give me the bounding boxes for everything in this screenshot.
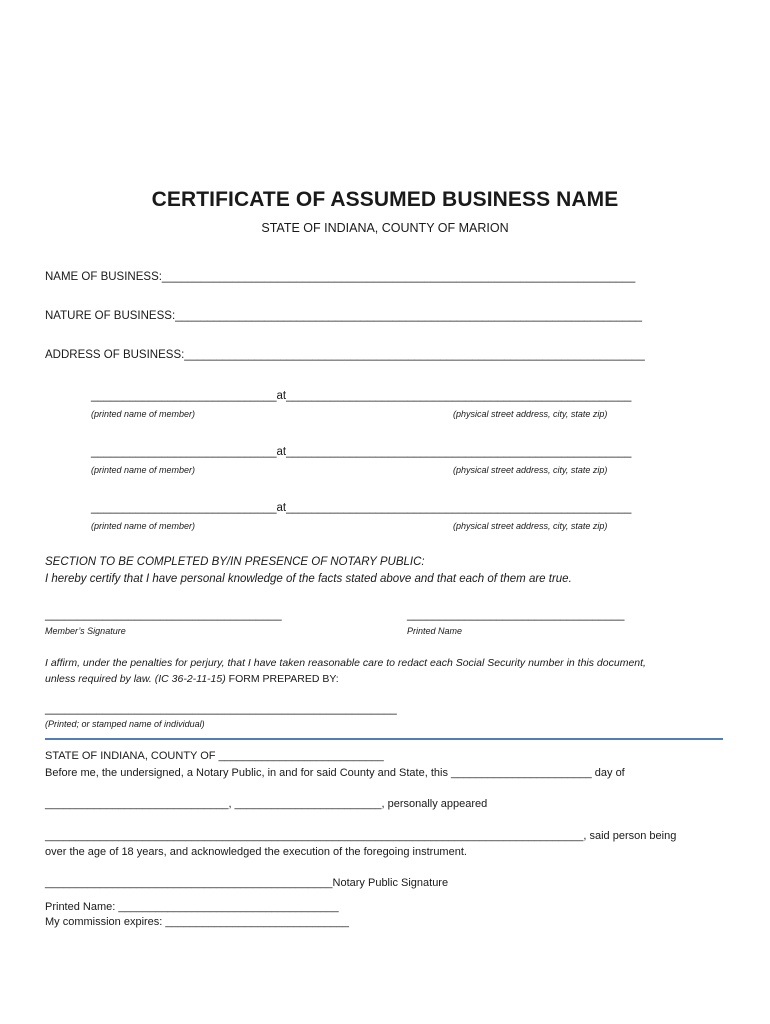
date-line[interactable]: ______________________________, ________________________, personally appeared — [45, 798, 488, 810]
member-name-caption: (printed name of member) — [91, 465, 196, 475]
member-address-caption: (physical street address, city, state zip) — [453, 521, 608, 531]
address-of-business-field[interactable]: ADDRESS OF BUSINESS:________________________________________________________________________ — [45, 349, 645, 361]
notary-signature-line[interactable]: _______________________________________________Notary Public Signature — [45, 877, 449, 889]
member-address-caption: (physical street address, city, state zip) — [453, 465, 608, 475]
printed-name-line[interactable]: __________________________________ — [407, 609, 625, 621]
preparer-line[interactable]: _______________________________________________________ — [45, 703, 397, 715]
appeared-line[interactable]: ________________________________________________________________________________________, said person being — [45, 830, 677, 842]
affirm-statement-line2 — [45, 673, 339, 685]
notary-section-heading: SECTION TO BE COMPLETED BY/IN PRESENCE OF NOTARY PUBLIC: — [45, 556, 425, 568]
printed-name-caption: Printed Name — [407, 626, 463, 636]
nature-of-business-field[interactable]: NATURE OF BUSINESS:_________________________________________________________________________ — [45, 310, 643, 322]
preparer-caption: (Printed; or stamped name of individual) — [45, 719, 205, 729]
over-age-statement: over the age of 18 years, and acknowledged the execution of the foregoing instrument. — [45, 846, 467, 858]
member-signature-caption: Member’s Signature — [45, 626, 126, 636]
member-name-caption: (printed name of member) — [91, 521, 196, 531]
member-address-caption: (physical street address, city, state zip) — [453, 409, 608, 419]
affirm-statement-line1: I affirm, under the penalties for perjury, that I have taken reasonable care to redact each Social Security number in this document, — [45, 657, 646, 669]
commission-expires-line[interactable]: My commission expires: ______________________________ — [45, 916, 349, 928]
member-line[interactable]: _____________________________at______________________________________________________ — [91, 446, 632, 458]
member-signature-line[interactable]: _____________________________________ — [45, 609, 282, 621]
state-county-line[interactable]: STATE OF INDIANA, COUNTY OF ___________________________ — [45, 750, 384, 762]
name-of-business-field[interactable]: NAME OF BUSINESS:__________________________________________________________________________ — [45, 271, 636, 283]
before-me-line[interactable]: Before me, the undersigned, a Notary Public, in and for said County and State, this _______________________ day of — [45, 767, 625, 779]
section-divider — [45, 738, 723, 740]
notary-printed-name-line[interactable]: Printed Name: ____________________________________ — [45, 901, 339, 913]
affirm-citation: unless required by law. (IC 36-2-11-15) — [45, 673, 226, 685]
document-subtitle: STATE OF INDIANA, COUNTY OF MARION — [261, 221, 509, 235]
certify-statement: I hereby certify that I have personal knowledge of the facts stated above and that each of them are true. — [45, 573, 572, 585]
member-name-caption: (printed name of member) — [91, 409, 196, 419]
form-prepared-by-label: FORM PREPARED BY: — [225, 673, 339, 685]
document-title: CERTIFICATE OF ASSUMED BUSINESS NAME — [151, 188, 619, 211]
member-line[interactable]: _____________________________at______________________________________________________ — [91, 390, 632, 402]
member-line[interactable]: _____________________________at______________________________________________________ — [91, 502, 632, 514]
